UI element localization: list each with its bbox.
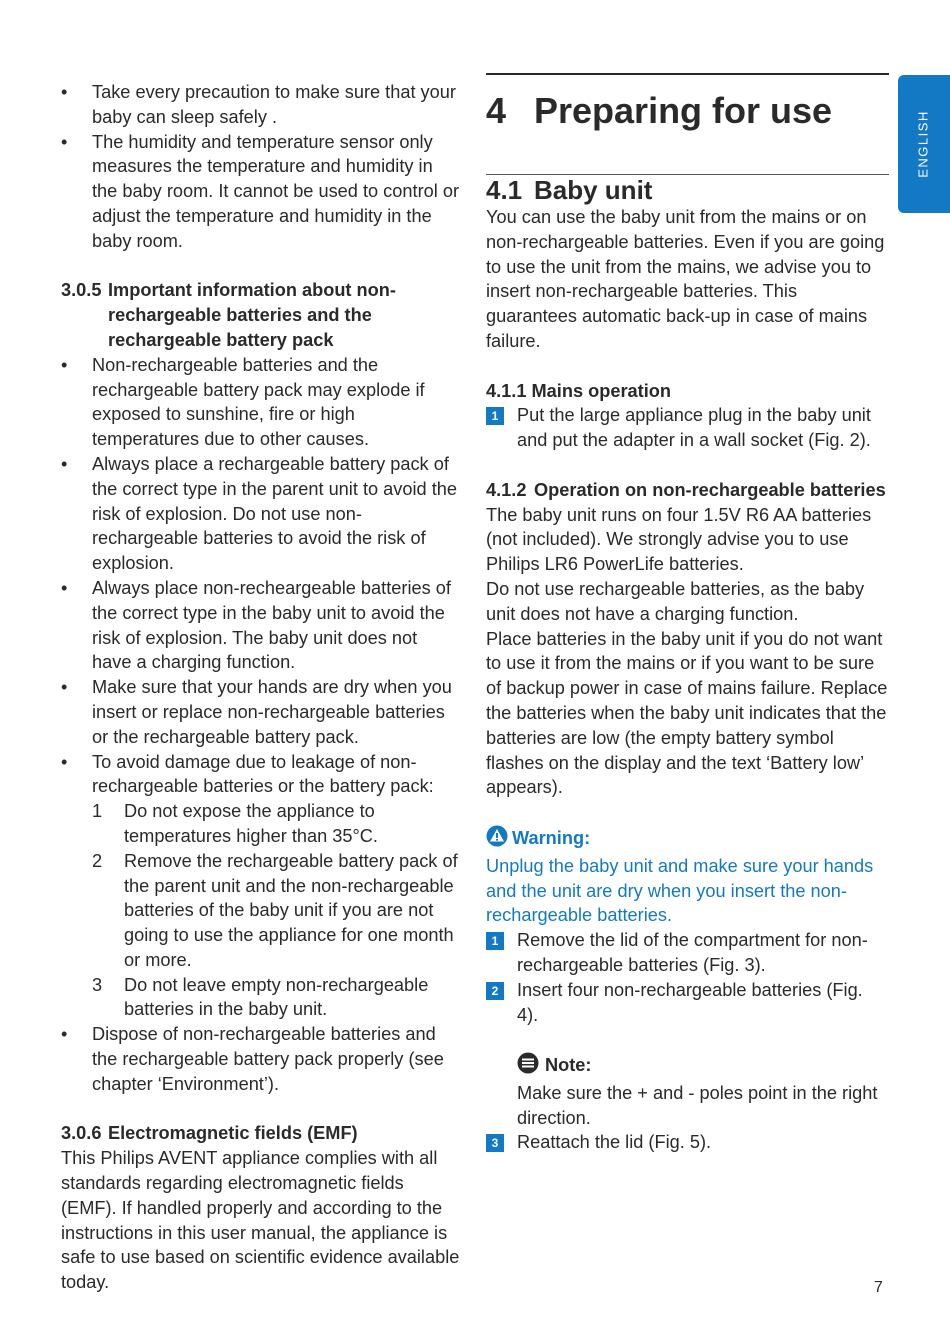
numbered-item: 2 Remove the rechargeable battery pack of the parent unit and the non-rechargeable batteries of the baby unit if you are not going to use the appliance for one month or more. <box>92 850 458 970</box>
step-number-badge: 3 <box>486 1134 504 1152</box>
numbered-item: 1 Do not expose the appliance to temperatures higher than 35°C. <box>92 801 378 846</box>
step-item: 1 Put the large appliance plug in the baby unit and put the adapter in a wall socket (Fig. 2). <box>486 403 888 453</box>
list-item: • To avoid damage due to leakage of non-rechargeable batteries or the battery pack: <box>61 750 461 800</box>
list-item: • Always place non-recheargeable batteries of the correct type in the baby unit to avoid the risk of explosion. The baby unit does not have a charging function. <box>61 576 461 675</box>
list-item: • Non-rechargeable batteries and the rechargeable battery pack may explode if exposed to sunshine, fire or high temperatures due to other causes. <box>61 353 461 452</box>
paragraph: Do not use rechargeable batteries, as the baby unit does not have a charging function. <box>486 578 865 624</box>
section-intro: You can use the baby unit from the mains or on non-rechargeable batteries. Even if you are going to use the unit from the mains, we advise you to insert non-rechargeable batteries. This guarantees automatic back-up in case of mains failure. <box>486 207 885 351</box>
subsection-heading-4-1-2: 4.1.2 Operation on non-rechargeable batteries <box>486 479 886 500</box>
warning-text: Unplug the baby unit and make sure your hands and the unit are dry when you insert the non-rechargeable batteries. <box>486 855 874 926</box>
note-icon <box>517 1052 539 1081</box>
subsection-heading-4-1-1: 4.1.1 Mains operation <box>486 380 671 401</box>
warning-heading: Warning: <box>486 825 888 854</box>
chapter-title: 4 Preparing for use <box>486 90 833 131</box>
language-tab: ENGLISH <box>898 75 950 213</box>
right-column <box>486 205 888 1155</box>
step-number-badge: 2 <box>486 982 504 1000</box>
note-text: Make sure the + and - poles point in the right direction. <box>517 1082 878 1128</box>
note-heading: Note: <box>517 1052 888 1081</box>
chapter-rule <box>486 73 889 75</box>
paragraph: Place batteries in the baby unit if you do not want to use it from the mains or if you want to be sure of backup power in case of mains failure. Replace the batteries when the baby unit indicates that the batteries are low (the empty battery symbol flashes on the display and the text ‘Battery low’ appears). <box>486 628 888 798</box>
step-item: 1 Remove the lid of the compartment for non-rechargeable batteries (Fig. 3). <box>486 928 888 978</box>
list-item: • Dispose of non-rechargeable batteries and the rechargeable battery pack properly (see chapter ‘Environment’). <box>61 1022 461 1096</box>
section-title: 4.1 Baby unit <box>486 175 653 205</box>
list-item: • The humidity and temperature sensor only measures the temperature and humidity in the baby room. It cannot be used to control or adjust the temperature and humidity in the baby room. <box>61 130 461 254</box>
note-block <box>486 1052 888 1130</box>
numbered-item: 3 Do not leave empty non-rechargeable batteries in the baby unit. <box>92 974 429 1020</box>
section-heading-3-0-6: 3.0.6 Electromagnetic fields (EMF) <box>61 1123 358 1144</box>
step-number-badge: 1 <box>486 407 504 425</box>
step-number-badge: 1 <box>486 932 504 950</box>
left-column <box>61 80 461 1295</box>
page-number: 7 <box>874 1279 883 1296</box>
step-item: 3 Reattach the lid (Fig. 5). <box>486 1130 888 1155</box>
emf-paragraph: This Philips AVENT appliance complies with all standards regarding electromagnetic fields (EMF). If handled properly and according to the instructions in this user manual, the appliance is safe to use based on scientific evidence available today. <box>61 1148 460 1293</box>
list-item: • Take every precaution to make sure that your baby can sleep safely . <box>61 80 461 130</box>
warning-icon <box>486 825 508 854</box>
list-item: • Always place a rechargeable battery pack of the correct type in the parent unit to avoid the risk of explosion. Do not use non-rechargeable batteries to avoid the risk of explosion. <box>61 452 461 576</box>
list-item: • Make sure that your hands are dry when you insert or replace non-rechargeable batteries or the rechargeable battery pack. <box>61 675 461 749</box>
section-heading-3-0-5: 3.0.5 Important information about non-rechargeable batteries and the rechargeable battery pack <box>61 280 396 350</box>
paragraph: The baby unit runs on four 1.5V R6 AA batteries (not included). We strongly advise you to use Philips LR6 PowerLife batteries. <box>486 504 872 575</box>
step-item: 2 Insert four non-rechargeable batteries (Fig. 4). <box>486 978 888 1028</box>
